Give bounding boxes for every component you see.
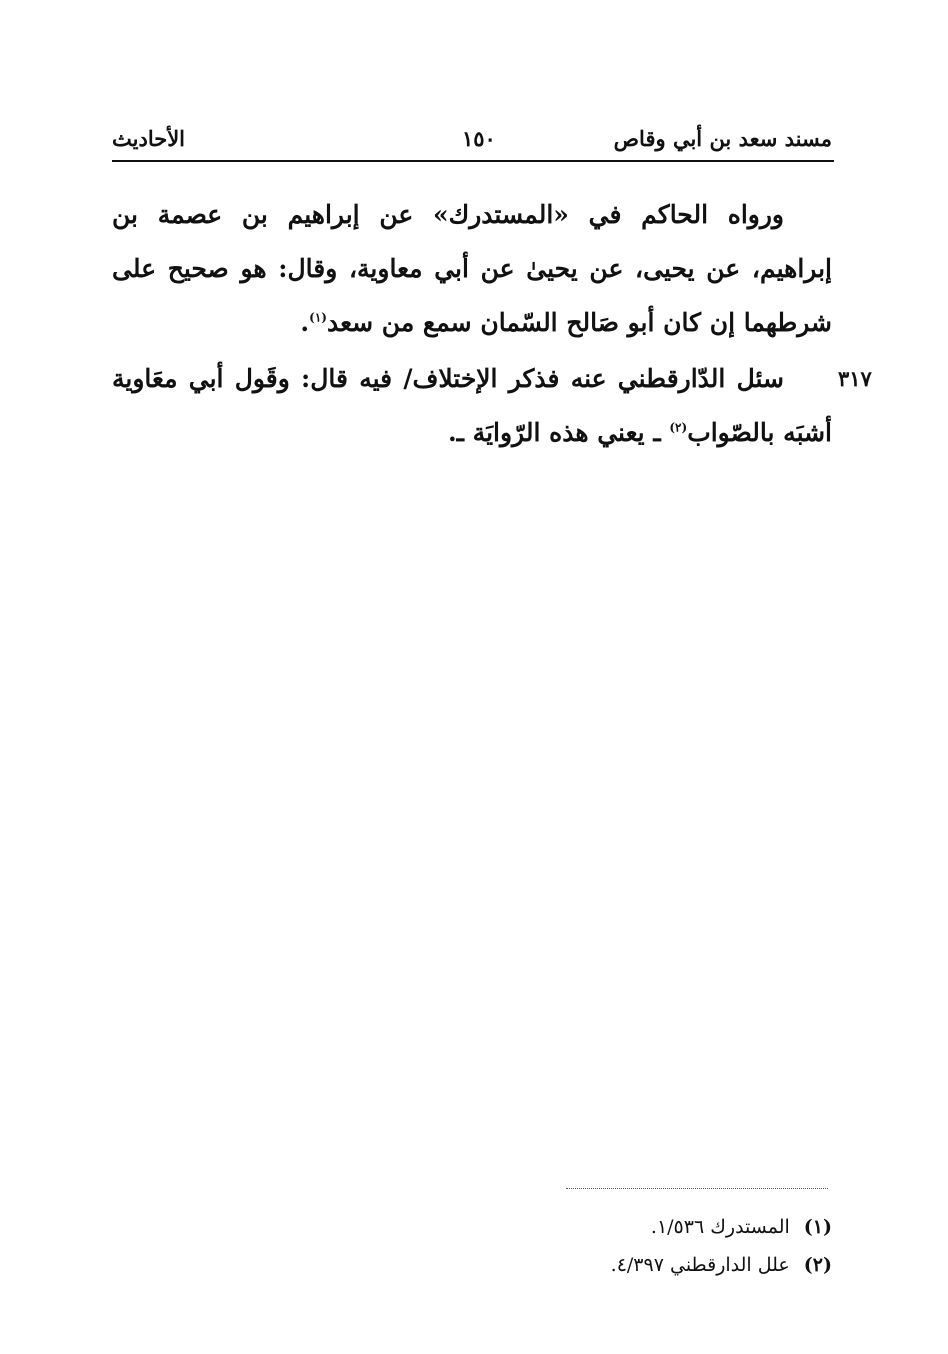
section-title: الأحاديث [112, 126, 186, 151]
paragraph-1-text: ورواه الحاكم في «المستدرك» عن إبراهيم بن عصمة بن إبراهيم، عن يحيى، عن يحيىٰ عن أبي معاوية، وقال: هو صحيح على شرطهما إن كان أبو صَالح السّمان سمع من سعد [112, 200, 832, 337]
footnote-2 [611, 1254, 832, 1276]
book-title: مسند سعد بن أبي وقاص [613, 126, 832, 151]
paragraph-1 [112, 188, 832, 350]
header-rule [112, 160, 834, 162]
footnote-ref-1[interactable]: (١) [309, 310, 327, 325]
running-header [112, 126, 832, 160]
footnote-2-mark: (٢) [803, 1254, 832, 1276]
paragraph-2-text: سئل الدّارقطني عنه فذكر الإختلاف/ فيه قال: وقَول أبي معَاوية أشبَه بالصّواب [112, 364, 832, 447]
paragraph-1-end: . [300, 308, 310, 337]
footnote-2-text: علل الدارقطني ٤/٣٩٧. [610, 1254, 790, 1276]
paragraph-2-end: ـ يعني هذه الرّوايَة ـ. [447, 418, 670, 447]
footnote-1-text: المستدرك ١/٥٣٦. [650, 1216, 790, 1238]
paragraph-2 [112, 352, 832, 460]
page-number: ١٥٠ [462, 126, 496, 151]
footnote-ref-2[interactable]: (٢) [669, 420, 688, 435]
hadith-number: ٣١٧ [838, 366, 872, 391]
footnote-1 [651, 1216, 832, 1238]
footnote-separator [566, 1188, 828, 1189]
footnote-1-mark: (١) [803, 1216, 832, 1238]
